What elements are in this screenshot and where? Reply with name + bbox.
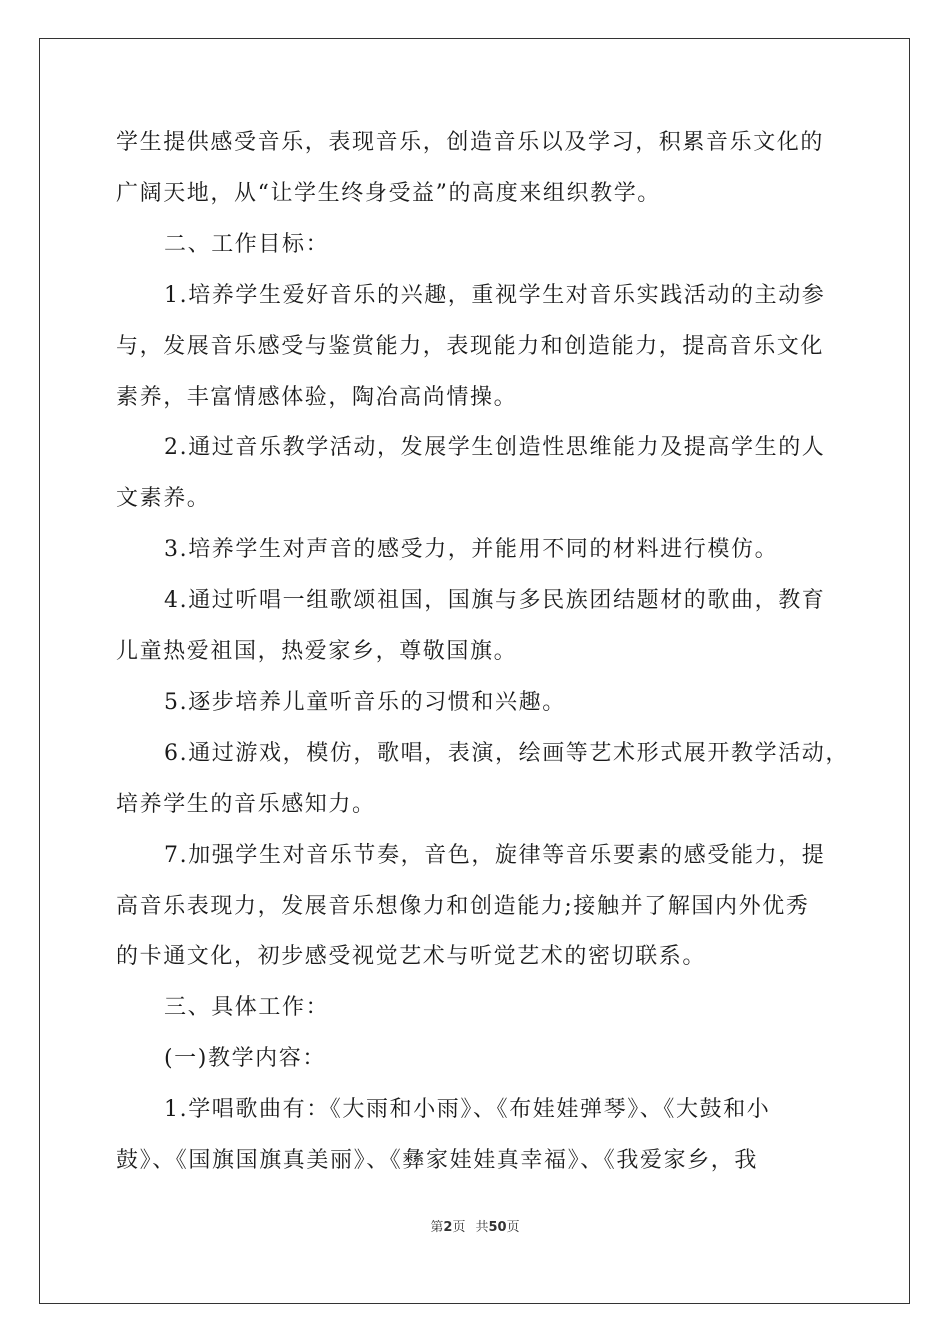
text-line: 5.逐步培养儿童听音乐的习惯和兴趣。 [164,689,566,715]
text-line: 的卡通文化，初步感受视觉艺术与听觉艺术的密切联系。 [116,944,707,970]
footer-page-suffix: 页 [452,1220,466,1235]
text-line: 4.通过听唱一组歌颂祖国，国旗与多民族团结题材的歌曲，教育 [164,588,826,614]
text-line: 2.通过音乐教学活动，发展学生创造性思维能力及提高学生的人 [164,435,826,461]
text-line: 7.加强学生对音乐节奏，音色，旋律等音乐要素的感受能力，提 [164,842,826,868]
text-line: 高音乐表现力，发展音乐想像力和创造能力;接触并了解国内外优秀 [116,893,810,919]
text-line: (一)教学内容： [164,1046,326,1072]
footer-total-suffix: 页 [506,1220,520,1235]
text-line: 鼓》、《国旗国旗真美丽》、《彝家娃娃真幸福》、《我爱家乡，我 [116,1148,759,1173]
page-footer [0,1216,950,1235]
text-line: 文素养。 [116,486,211,512]
footer-page-number: 2 [443,1220,453,1235]
text-line: 儿童热爱祖国，热爱家乡，尊敬国旗。 [116,639,518,664]
text-line: 三、具体工作： [164,995,330,1021]
footer-total-pages: 50 [488,1220,507,1235]
text-line: 3.培养学生对声音的感受力，并能用不同的材料进行模仿。 [164,537,779,563]
text-line: 培养学生的音乐感知力。 [116,791,376,817]
text-line: 二、工作目标： [164,231,330,257]
text-line: 1.培养学生爱好音乐的兴趣，重视学生对音乐实践活动的主动参 [164,282,826,308]
footer-total-prefix: 共 [475,1220,489,1235]
text-line: 1.学唱歌曲有：《大雨和小雨》、《布娃娃弹琴》、《大鼓和小 [164,1097,771,1123]
text-line: 6.通过游戏，模仿，歌唱，表演，绘画等艺术形式展开教学活动， [164,740,849,766]
text-line: 学生提供感受音乐，表现音乐，创造音乐以及学习，积累音乐文化的 [116,130,825,155]
text-line: 广阔天地，从“让学生终身受益”的高度来组织教学。 [116,180,661,206]
text-line: 与，发展音乐感受与鉴赏能力，表现能力和创造能力，提高音乐文化 [116,333,825,359]
footer-page-prefix: 第 [430,1220,444,1235]
text-line: 素养，丰富情感体验，陶冶高尚情操。 [116,384,518,410]
